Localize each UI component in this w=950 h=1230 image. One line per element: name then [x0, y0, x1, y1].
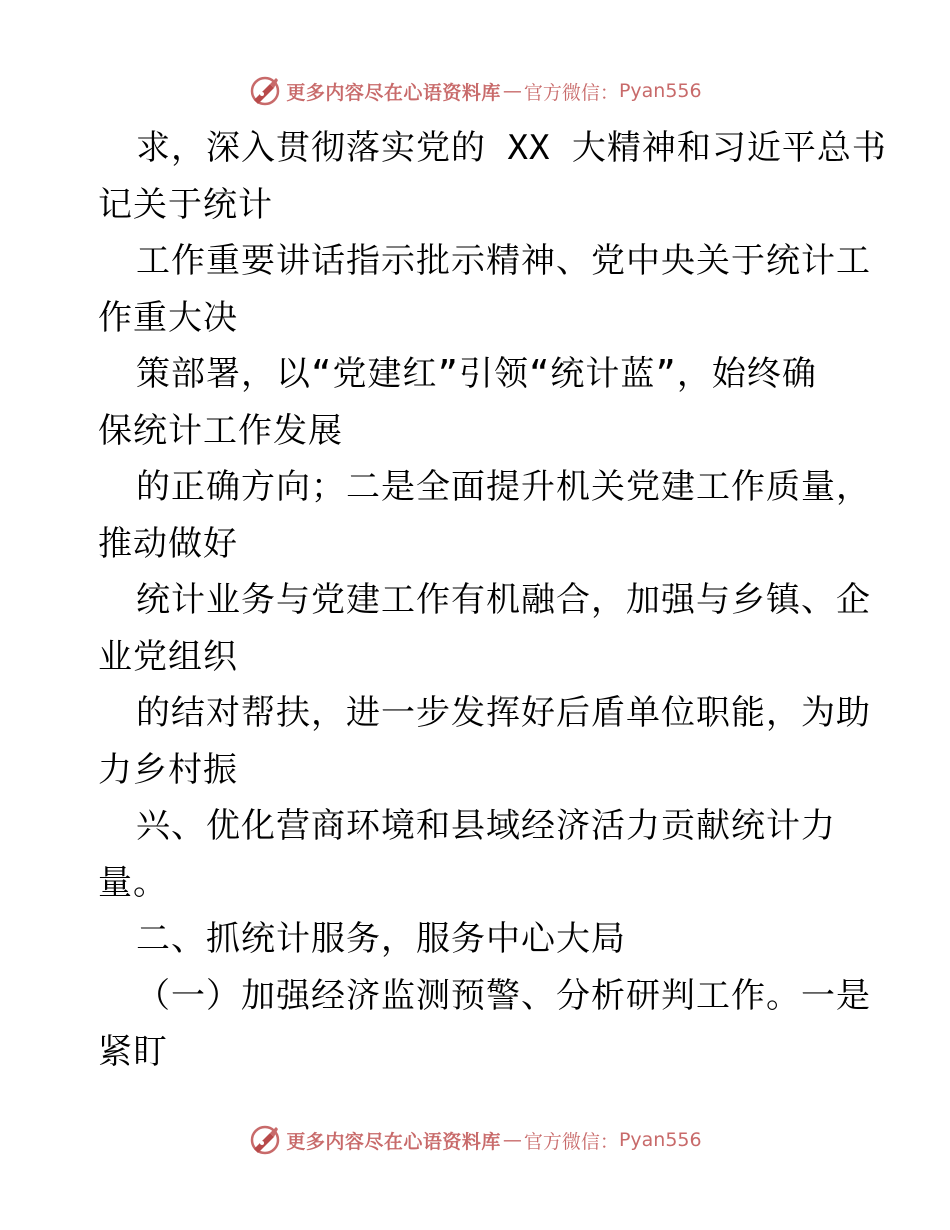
header-banner-wechat-id: Pyan556 [618, 80, 702, 102]
text-line: 力乡村振 [98, 749, 238, 790]
footer-banner-dash: — [502, 1129, 522, 1151]
pen-circle-logo-icon [248, 1123, 282, 1157]
text-line: 量。 [98, 862, 168, 903]
pen-circle-logo-icon [248, 74, 282, 108]
header-banner-wechat-label: 官方微信： [523, 81, 619, 104]
footer-banner-wechat-label: 官方微信： [523, 1130, 619, 1153]
section-heading: 二、抓统计服务，服务中心大局 [136, 919, 626, 959]
text-line: 业党组织 [98, 636, 238, 677]
text-line: 紧盯 [98, 1032, 168, 1072]
body-text [98, 120, 887, 1081]
footer-banner-wechat-id: Pyan556 [618, 1129, 702, 1151]
footer-banner [0, 1120, 950, 1160]
text-line: 统计业务与党建工作有机融合，加强与乡镇、企 [136, 580, 871, 620]
text-line: 策部署，以“党建红”引领“统计蓝”，始终确 [136, 354, 817, 394]
text-line: 工作重要讲话指示批示精神、党中央关于统计工 [136, 241, 871, 281]
text-line: 记关于统计 [98, 184, 273, 225]
text-line: 的结对帮扶，进一步发挥好后盾单位职能，为助 [136, 693, 871, 733]
footer-banner-main-text: 更多内容尽在心语资料库 [286, 1130, 501, 1153]
header-banner [0, 71, 950, 111]
header-banner-main-text: 更多内容尽在心语资料库 [286, 81, 501, 104]
text-line: 兴、优化营商环境和县域经济活力贡献统计力 [136, 806, 836, 846]
text-line: 作重大决 [98, 297, 238, 338]
header-banner-dash: — [502, 80, 522, 102]
text-line: 保统计工作发展 [98, 410, 343, 451]
text-line: 的正确方向；二是全面提升机关党建工作质量， [136, 467, 871, 507]
text-line: 推动做好 [98, 523, 238, 564]
text-line: （一）加强经济监测预警、分析研判工作。一是 [136, 975, 871, 1016]
text-line: 求，深入贯彻落实党的 XX 大精神和习近平总书 [136, 128, 887, 168]
